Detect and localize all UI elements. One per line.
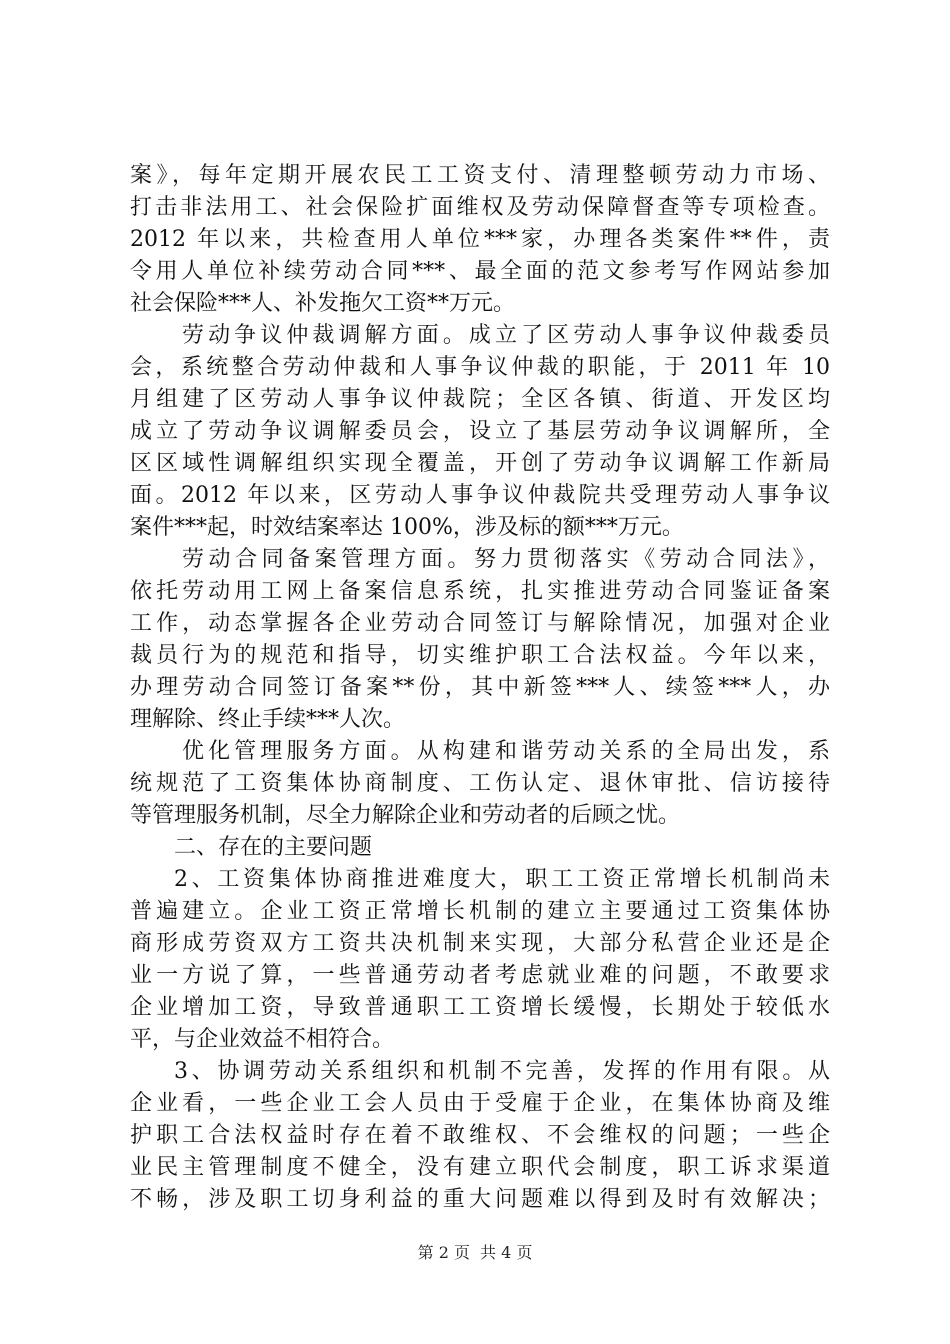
text-line: 统规范了工资集体协商制度、工伤认定、退休审批、信访接待 [130, 771, 830, 796]
text-line: 劳动合同备案管理方面。努力贯彻落实《劳动合同法》， [182, 547, 830, 572]
text-line: 等管理服务机制，尽全力解除企业和劳动者的后顾之忧。 [130, 803, 681, 828]
text-line: 企业看，一些企业工会人员由于受雇于企业，在集体协商及维 [130, 1091, 830, 1116]
document-body [130, 160, 830, 1216]
text-line: 业一方说了算，一些普通劳动者考虑就业难的问题，不敢要求 [130, 963, 830, 988]
text-line: 理解除、终止手续***人次。 [130, 707, 406, 732]
text-line: 社会保险***人、补发拖欠工资**万元。 [130, 291, 516, 316]
text-line: 业民主管理制度不健全，没有建立职代会制度，职工诉求渠道 [130, 1155, 830, 1180]
page-footer [0, 1243, 950, 1263]
text-line: 依托劳动用工网上备案信息系统，扎实推进劳动合同鉴证备案 [130, 579, 830, 604]
text-line: 2012 年以来，共检查用人单位***家，办理各类案件**件，责 [130, 227, 830, 252]
text-line: 优化管理服务方面。从构建和谐劳动关系的全局出发，系 [182, 739, 830, 764]
text-line: 企业增加工资，导致普通职工工资增长缓慢，长期处于较低水 [130, 995, 830, 1020]
text-line: 2、工资集体协商推进难度大，职工工资正常增长机制尚未 [174, 867, 830, 892]
text-line: 面。2012 年以来，区劳动人事争议仲裁院共受理劳动人事争议 [130, 483, 830, 508]
text-line: 案》，每年定期开展农民工工资支付、清理整顿劳动力市场、 [130, 163, 830, 188]
text-line: 护职工合法权益时存在着不敢维权、不会维权的问题；一些企 [130, 1123, 830, 1148]
text-line: 商形成劳资双方工资共决机制来实现，大部分私营企业还是企 [130, 931, 830, 956]
text-line: 劳动争议仲裁调解方面。成立了区劳动人事争议仲裁委员 [182, 323, 830, 348]
text-line: 裁员行为的规范和指导，切实维护职工合法权益。今年以来， [130, 643, 830, 668]
text-line: 二、存在的主要问题 [174, 835, 373, 860]
text-line: 区区域性调解组织实现全覆盖，开创了劳动争议调解工作新局 [130, 451, 830, 476]
text-line: 办理劳动合同签订备案**份，其中新签***人、续签***人，办 [130, 675, 830, 700]
text-line: 月组建了区劳动人事争议仲裁院；全区各镇、街道、开发区均 [130, 387, 830, 412]
text-line: 3、协调劳动关系组织和机制不完善，发挥的作用有限。从 [174, 1059, 830, 1084]
text-line: 不畅，涉及职工切身利益的重大问题难以得到及时有效解决； [130, 1187, 830, 1212]
text-line: 工作，动态掌握各企业劳动合同签订与解除情况，加强对企业 [130, 611, 830, 636]
text-line: 案件***起，时效结案率达 100%，涉及标的额***万元。 [130, 515, 684, 540]
text-line: 打击非法用工、社会保险扩面维权及劳动保障督查等专项检查。 [130, 195, 830, 220]
page-total: 共 4 页 [480, 1243, 533, 1262]
text-line: 普遍建立。企业工资正常增长机制的建立主要通过工资集体协 [130, 899, 830, 924]
page-number: 第 2 页 [417, 1243, 470, 1262]
text-line: 会，系统整合劳动仲裁和人事争议仲裁的职能，于 2011 年 10 [130, 355, 830, 380]
text-line: 成立了劳动争议调解委员会，设立了基层劳动争议调解所，全 [130, 419, 830, 444]
text-line: 令用人单位补续劳动合同***、最全面的范文参考写作网站参加 [130, 259, 830, 284]
text-line: 平，与企业效益不相符合。 [130, 1027, 395, 1052]
